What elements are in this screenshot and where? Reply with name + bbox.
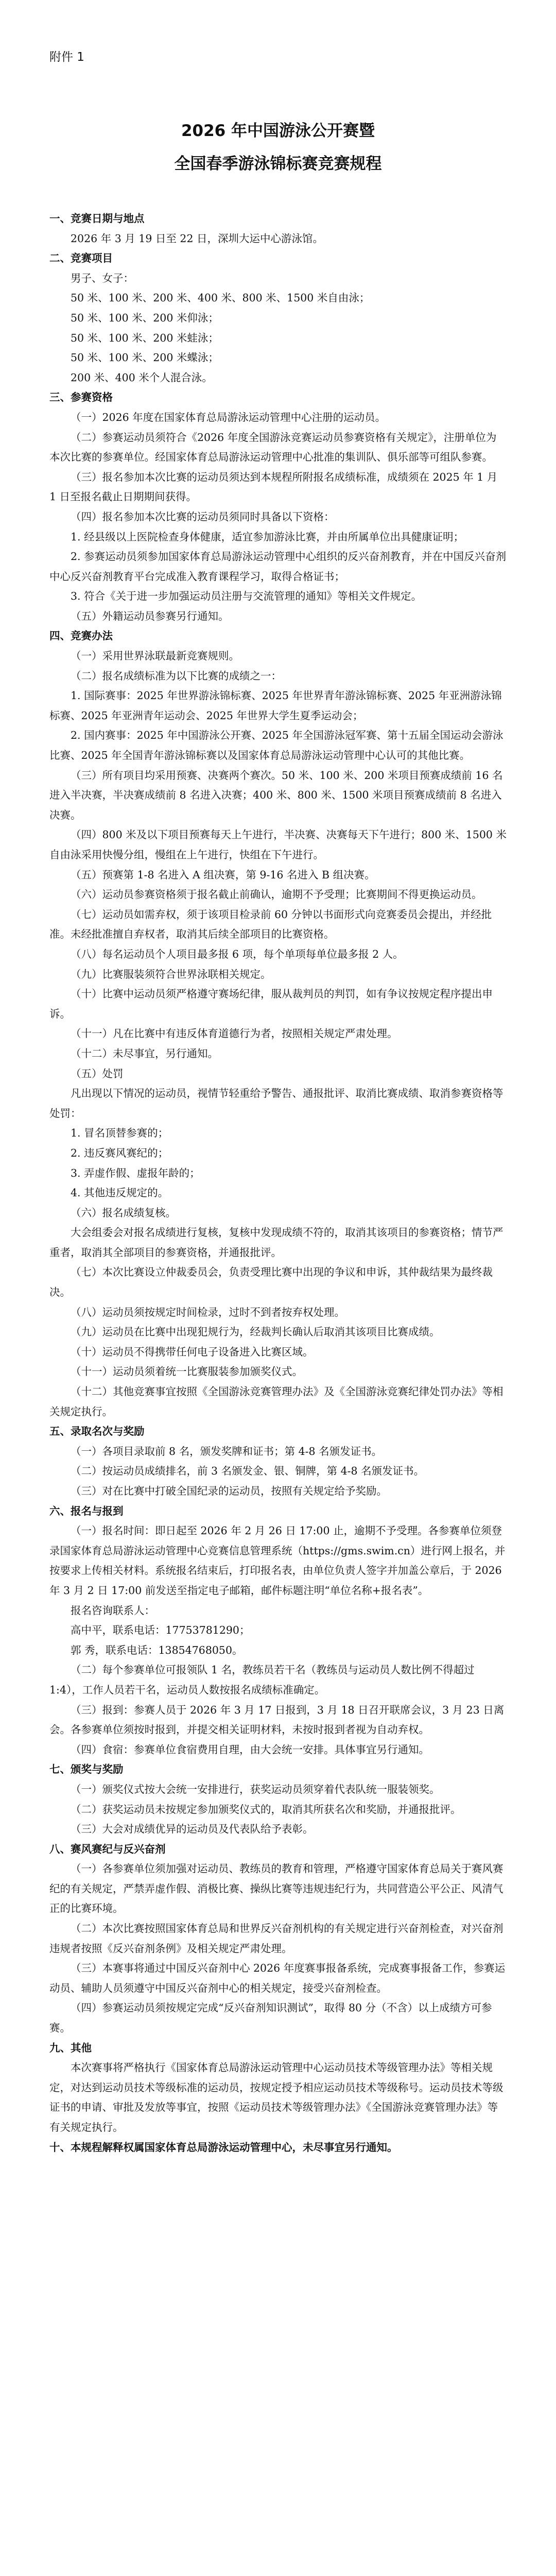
body-paragraph: （七）运动员如需弃权，须于该项目检录前 60 分钟以书面形式向竞赛委员会提出，并经批准。未经批准擅自弃权者，取消其后续全部项目的比赛资格。 (49, 908, 492, 941)
section-heading: 七、颁奖与奖励 (49, 1763, 124, 1776)
body-paragraph: 3. 符合《关于进一步加强运动员注册与交流管理的通知》等相关文件规定。 (71, 590, 422, 603)
document-title-line2: 全国春季游泳锦标赛竞赛规程 (174, 155, 382, 173)
body-paragraph: 2026 年 3 月 19 日至 22 日，深圳大运中心游泳馆。 (71, 232, 323, 245)
body-paragraph: 2. 参赛运动员须参加国家体育总局游泳运动管理中心组织的反兴奋剂教育，并在中国反兴奋剂中心反兴奋剂教育平台完成准入教育课程学习，取得合格证书； (49, 550, 507, 583)
annex-label: 附件 1 (49, 50, 84, 64)
body-paragraph: （二）每个参赛单位可报领队 1 名，教练员若干名（教练员与运动员人数比例不得超过 1:4），工作人员若干名，运动员人数按报名成绩标准确定。 (49, 1664, 475, 1696)
body-paragraph: 大会组委会对报名成绩进行复核，复核中发现成绩不符的，取消其该项目的参赛资格；情节严重者，取消其全部项目的参赛资格，并通报批评。 (49, 1226, 503, 1259)
body-paragraph: 高中平，联系电话：17753781290； (71, 1624, 250, 1637)
body-paragraph: 2. 国内赛事：2025 年中国游泳公开赛、2025 年全国游泳冠军赛、第十五届全国运动会游泳比赛、2025 年全国青年游泳锦标赛以及国家体育总局游泳运动管理中心认可的其他比赛。 (49, 729, 503, 762)
body-paragraph: （二）参赛运动员须符合《2026 年度全国游泳竞赛运动员参赛资格有关规定》，注册单位为本次比赛的参赛单位。经国家体育总局游泳运动管理中心批准的集训队、俱乐部等可组队参赛。 (49, 431, 497, 464)
section-heading: 十、本规程解释权属国家体育总局游泳运动管理中心，未尽事宜另行通知。 (49, 2141, 398, 2154)
body-paragraph: （四）参赛运动员须按规定完成“反兴奋剂知识测试”，取得 80 分（不含）以上成绩方可参赛。 (49, 2002, 492, 2035)
body-paragraph: （九）运动员在比赛中出现犯规行为，经裁判长确认后取消其该项目比赛成绩。 (71, 1326, 440, 1338)
body-paragraph: 凡出现以下情况的运动员，视情节轻重给予警告、通报批评、取消比赛成绩、取消参赛资格等处罚： (49, 1087, 503, 1120)
body-paragraph: （一）报名时间：即日起至 2026 年 2 月 26 日 17:00 止，逾期不予受理。各参赛单位须登录国家体育总局游泳运动管理中心竞赛信息管理系统（https://gms.swim.cn）进行网上报名，并按要求上传相关材料。系统报名结束后，打印报名表，由单位负责人签字并加盖公章后，于 2026 年 3 月 2 日 17:00 前发送至指定电子邮箱，邮件标题注明“单位名称+报名表”。 (49, 1524, 506, 1597)
body-paragraph: （二）获奖运动员未按规定参加颁奖仪式的，取消其所获名次和奖励，并通报批评。 (71, 1803, 461, 1816)
body-paragraph: （九）比赛服装须符合世界泳联相关规定。 (71, 968, 271, 980)
body-paragraph: （一）各参赛单位须加强对运动员、教练员的教育和管理，严格遵守国家体育总局关于赛风赛纪的有关规定，严禁弄虚作假、消极比赛、操纵比赛等违规违纪行为，共同营造公平公正、风清气正的比赛环境。 (49, 1862, 503, 1915)
section-heading: 五、录取名次与奖励 (49, 1425, 145, 1438)
body-paragraph: （十二）未尽事宜，另行通知。 (71, 1047, 218, 1060)
body-paragraph: （十一）凡在比赛中有违反体育道德行为者，按照相关规定严肃处理。 (71, 1027, 398, 1040)
body-paragraph: （四）报名参加本次比赛的运动员须同时具备以下资格： (71, 510, 335, 523)
section-heading: 四、竞赛办法 (49, 630, 113, 642)
body-paragraph: （二）本次比赛按照国家体育总局和世界反兴奋剂机构的有关规定进行兴奋剂检查，对兴奋剂违规者按照《反兴奋剂条例》及相关规定严肃处理。 (49, 1922, 503, 1955)
body-paragraph: （一）采用世界泳联最新竞赛规则。 (71, 650, 239, 663)
body-paragraph: （一）各项目录取前 8 名，颁发奖牌和证书；第 4-8 名颁发证书。 (71, 1445, 383, 1458)
body-paragraph: （四）食宿：参赛单位食宿费用自理，由大会统一安排。具体事宜另行通知。 (71, 1743, 429, 1756)
body-paragraph: 50 米、100 米、200 米蛙泳； (71, 331, 219, 344)
body-paragraph: （二）按运动员成绩排名，前 3 名颁发金、银、铜牌，第 4-8 名颁发证书。 (71, 1465, 425, 1478)
body-paragraph: 男子、女子： (71, 272, 134, 284)
body-paragraph: （八）运动员须按规定时间检录，过时不到者按弃权处理。 (71, 1306, 345, 1318)
body-paragraph: （十）比赛中运动员须严格遵守赛场纪律，服从裁判员的判罚，如有争议按规定程序提出申诉。 (49, 988, 493, 1020)
body-paragraph: 50 米、100 米、200 米蝶泳； (71, 351, 219, 364)
body-paragraph: （三）报到：参赛人员于 2026 年 3 月 17 日报到，3 月 18 日召开联席会议，3 月 23 日离会。各参赛单位须按时报到，并提交相关证明材料，未按时报到者视为自动弃权。 (49, 1703, 505, 1736)
body-paragraph: 50 米、100 米、200 米仰泳； (71, 311, 219, 324)
section-heading: 三、参赛资格 (49, 391, 113, 404)
body-paragraph: （三）对在比赛中打破全国纪录的运动员，按照有关规定给予奖励。 (71, 1485, 387, 1497)
section-heading: 八、赛风赛纪与反兴奋剂 (49, 1842, 166, 1855)
body-paragraph: （八）每名运动员个人项目最多报 6 项，每个单项每单位最多报 2 人。 (71, 947, 404, 960)
section-heading: 九、其他 (49, 2041, 92, 2054)
body-paragraph: （四）800 米及以下项目预赛每天上午进行，半决赛、决赛每天下午进行；800 米、1500 米自由泳采用快慢分组，慢组在上午进行，快组在下午进行。 (49, 828, 507, 861)
body-paragraph: 4. 其他违反规定的。 (71, 1187, 169, 1199)
body-paragraph: （七）本次比赛设立仲裁委员会，负责受理比赛中出现的争议和申诉，其仲裁结果为最终裁决。 (49, 1266, 493, 1299)
document-body (49, 209, 507, 2157)
body-paragraph: （十二）其他竞赛事宜按照《全国游泳竞赛管理办法》及《全国游泳竞赛纪律处罚办法》等相关规定执行。 (49, 1385, 503, 1418)
section-heading: 六、报名与报到 (49, 1504, 124, 1517)
body-paragraph: （二）报名成绩标准为以下比赛的成绩之一： (71, 669, 282, 682)
body-paragraph: 1. 经县级以上医院检查身体健康，适宜参加游泳比赛，并由所属单位出具健康证明； (71, 530, 464, 543)
body-paragraph: （三）大会对成绩优异的运动员及代表队给予表彰。 (71, 1823, 314, 1836)
body-paragraph: 50 米、100 米、200 米、400 米、800 米、1500 米自由泳； (71, 292, 370, 304)
body-paragraph: 1. 国际赛事：2025 年世界游泳锦标赛、2025 年世界青年游泳锦标赛、2025 年亚洲游泳锦标赛、2025 年亚洲青年运动会、2025 年世界大学生夏季运动会； (49, 689, 502, 722)
body-paragraph: （三）所有项目均采用预赛、决赛两个赛次。50 米、100 米、200 米项目预赛成绩前 16 名进入半决赛，半决赛成绩前 8 名进入决赛；400 米、800 米、1500 米项目预赛成绩前 8 名进入决赛。 (49, 769, 503, 821)
section-heading: 二、竞赛项目 (49, 252, 113, 265)
body-paragraph: （十）运动员不得携带任何电子设备进入比赛区域。 (71, 1345, 314, 1358)
body-paragraph: 3. 弄虚作假、虚报年龄的； (71, 1166, 200, 1179)
body-paragraph: （三）报名参加本次比赛的运动员须达到本规程所附报名成绩标准，成绩须在 2025 年 1 月 1 日至报名截止日期期间获得。 (49, 470, 498, 503)
body-paragraph: （三）本赛事将通过中国反兴奋剂中心 2026 年度赛事报备系统，完成赛事报备工作，参赛运动员、辅助人员须遵守中国反兴奋剂中心的相关规定，接受兴奋剂检查。 (49, 1962, 506, 1994)
body-paragraph: 本次赛事将严格执行《国家体育总局游泳运动管理中心运动员技术等级管理办法》等相关规定，对达到运动员技术等级标准的运动员，按规定授予相应运动员技术等级称号。运动员技术等级证书的申请、审批及发放等事宜，按照《运动员技术等级管理办法》《全国游泳竞赛管理办法》等有关规定执行。 (49, 2061, 503, 2133)
body-paragraph: 1. 冒名顶替参赛的； (71, 1127, 169, 1140)
body-paragraph: 200 米、400 米个人混合泳。 (71, 371, 213, 384)
body-paragraph: （一）颁奖仪式按大会统一安排进行，获奖运动员须穿着代表队统一服装领奖。 (71, 1783, 440, 1795)
body-paragraph: （五）预赛第 1-8 名进入 A 组决赛，第 9-16 名进入 B 组决赛。 (71, 868, 375, 881)
body-paragraph: 2. 违反赛风赛纪的； (71, 1146, 169, 1159)
section-heading: 一、竞赛日期与地点 (49, 212, 145, 225)
body-paragraph: （六）运动员参赛资格须于报名截止前确认，逾期不予受理；比赛期间不得更换运动员。 (71, 888, 482, 901)
body-paragraph: （十一）运动员须着统一比赛服装参加颁奖仪式。 (71, 1365, 303, 1378)
document-title-line1: 2026 年中国游泳公开赛暨 (181, 122, 375, 140)
body-paragraph: 郭 秀，联系电话：13854768050。 (71, 1643, 243, 1656)
body-paragraph: 报名咨询联系人： (71, 1604, 155, 1617)
body-paragraph: （五）处罚 (71, 1067, 124, 1080)
body-paragraph: （六）报名成绩复核。 (71, 1206, 176, 1219)
body-paragraph: （一）2026 年度在国家体育总局游泳运动管理中心注册的运动员。 (71, 411, 386, 423)
body-paragraph: （五）外籍运动员参赛另行通知。 (71, 609, 229, 622)
